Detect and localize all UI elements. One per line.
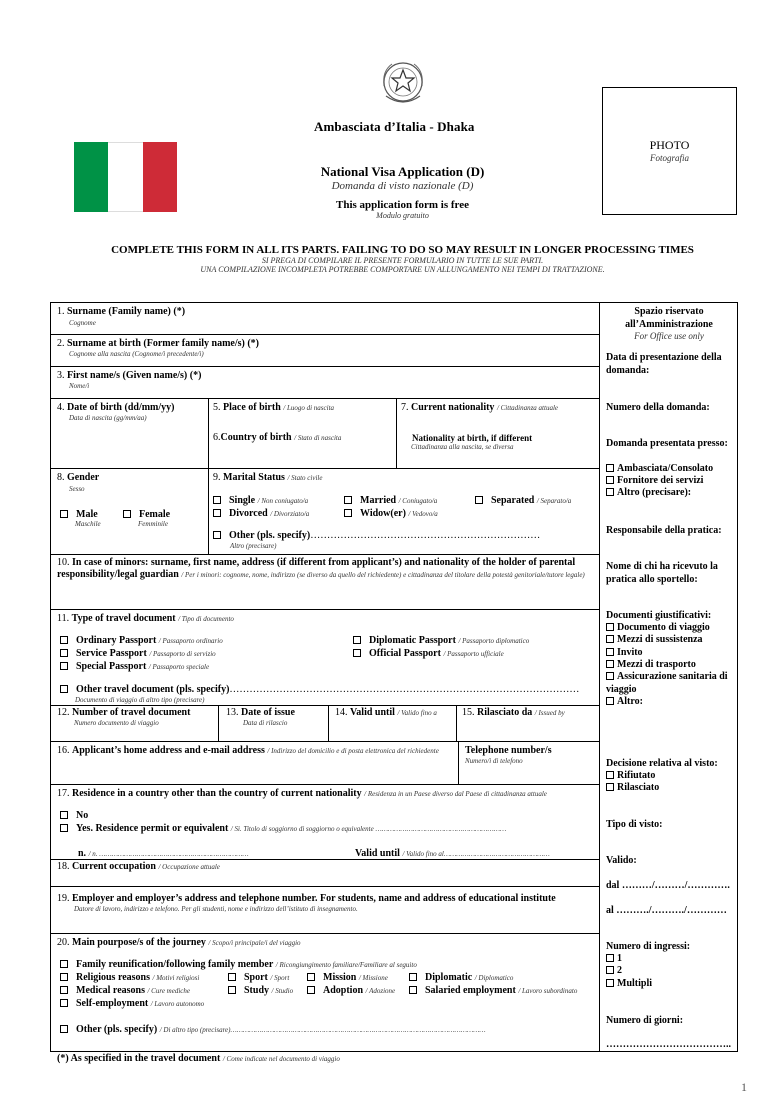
- field-4-label-it: Data di nascita (gg/mm/aa): [69, 414, 147, 422]
- photo-label-it: Fotografia: [649, 153, 689, 163]
- female-label-it: Femminile: [138, 520, 168, 528]
- sidebar-title1: Spazio riservato: [634, 306, 704, 317]
- field-1-label-it: Cognome: [69, 319, 96, 327]
- sidebar-opt1[interactable]: Ambasciata/Consolato: [606, 462, 713, 475]
- surname-at-birth-input[interactable]: [290, 338, 595, 364]
- field-7b-label-it: Cittadinanza alla nascita, se diversa: [411, 443, 514, 451]
- purpose-mission-option[interactable]: Mission / Missione: [307, 972, 388, 984]
- sidebar-opt2[interactable]: Fornitore dei servizi: [606, 474, 703, 487]
- sidebar-doc4[interactable]: Mezzi di trasporto: [606, 658, 696, 671]
- female-checkbox[interactable]: [123, 510, 131, 518]
- purpose-self-option[interactable]: Self-employment / Lavoro autonomo: [60, 998, 204, 1010]
- doc6-checkbox[interactable]: [606, 697, 614, 705]
- special-passport-option[interactable]: Special Passport / Passaporto speciale: [60, 661, 209, 673]
- sidebar-entry-multi[interactable]: Multipli: [606, 977, 652, 990]
- purpose-study-option[interactable]: Study / Studio: [228, 985, 293, 997]
- doc4-checkbox[interactable]: [606, 660, 614, 668]
- field-7b-label: Nationality at birth, if different: [412, 433, 533, 443]
- surname-input[interactable]: [200, 306, 595, 332]
- field-6-label: 6.Country of birth / Stato di nascita: [213, 432, 342, 443]
- sidebar-responsible: Responsabile della pratica:: [606, 525, 722, 536]
- employer-input[interactable]: [56, 914, 595, 931]
- permit-valid-until-field[interactable]: Valid until / Valido fino al……………………………………………: [355, 848, 550, 859]
- opt1-checkbox[interactable]: [606, 464, 614, 472]
- sidebar-doc2[interactable]: Mezzi di sussistenza: [606, 633, 703, 646]
- purpose-family-option[interactable]: Family reunification/following family member / Ricongiungimento familiare/Familiare al seguito: [60, 959, 417, 971]
- date-of-birth-input[interactable]: [56, 428, 204, 464]
- marital-married-option[interactable]: Married / Coniugato/a: [344, 495, 437, 507]
- widow-checkbox[interactable]: [344, 509, 352, 517]
- religious-checkbox[interactable]: [60, 973, 68, 981]
- free-notice: This application form is free: [335, 199, 469, 211]
- separated-checkbox[interactable]: [475, 496, 483, 504]
- nationality-input[interactable]: [400, 414, 595, 430]
- doc3-checkbox[interactable]: [606, 648, 614, 656]
- other-marital-label-it: Altro (precisare): [230, 542, 277, 550]
- sidebar-header: [600, 305, 738, 341]
- ordinary-passport-option[interactable]: Ordinary Passport / Passaporto ordinario: [60, 635, 223, 647]
- sidebar-issued[interactable]: Rilasciato: [606, 781, 659, 794]
- purpose-other-option[interactable]: Other (pls. specify) / Di altro tipo (precisare)……………………………………………………………………………………………………………: [60, 1024, 486, 1036]
- sidebar-receiver: Nome di chi ha ricevuto la pratica allo sportello:: [606, 561, 718, 585]
- doc5-checkbox[interactable]: [606, 672, 614, 680]
- phone-label: Telephone number/s: [465, 745, 552, 756]
- field-13-label: 13. Date of issue: [226, 707, 295, 718]
- family-checkbox[interactable]: [60, 960, 68, 968]
- field-11-label: 11. Type of travel document / Tipo di documento: [57, 613, 234, 624]
- entry1-checkbox[interactable]: [606, 954, 614, 962]
- field-3-label-it: Nome/i: [69, 382, 90, 390]
- permit-number-field[interactable]: n. / n. ………………………………………………………………: [78, 848, 249, 859]
- footnote: (*) As specified in the travel document / Come indicate nel documento di viaggio: [57, 1053, 340, 1064]
- field-17-label: 17. Residence in a country other than the country of current nationality / Residenza in un Paese diverso dal Paese di cittadinanza attuale: [57, 788, 547, 799]
- medical-checkbox[interactable]: [60, 986, 68, 994]
- field-5-label: 5. Place of birth / Luogo di nascita: [213, 402, 335, 413]
- marital-single-option[interactable]: Single / Non coniugato/a: [213, 495, 308, 507]
- sidebar-valid-to[interactable]: al ………./………./…………: [606, 905, 727, 916]
- purpose-religious-option[interactable]: Religious reasons / Motivi religiosi: [60, 972, 199, 984]
- field-19-label: 19. Employer and employer’s address and telephone number. For students, name and address of educational institute: [57, 893, 556, 904]
- form-title-block: [0, 164, 777, 220]
- purpose-medical-option[interactable]: Medical reasons / Cure mediche: [60, 985, 190, 997]
- diplomatic-checkbox[interactable]: [353, 636, 361, 644]
- purpose-sport-option[interactable]: Sport / Sport: [228, 972, 289, 984]
- sidebar-title-it: For Office use only: [634, 331, 704, 341]
- official-checkbox[interactable]: [353, 649, 361, 657]
- sidebar-valid: Valido:: [606, 855, 637, 866]
- other-purpose-checkbox[interactable]: [60, 1025, 68, 1033]
- field-10-label: 10. In case of minors: surname, first name, address (if different from applicant’s) and nationality of the holder of parental responsibility/legal guardian / Per i minori: cognome, nome, indirizzo (se diverso da quello del richiedente) e cittadinanza del titolare della potestà genitoriale/tutore legale): [57, 557, 585, 580]
- special-checkbox[interactable]: [60, 662, 68, 670]
- sidebar-application-number: Numero della domanda:: [606, 402, 710, 413]
- marital-separated-option[interactable]: Separated / Separato/a: [475, 495, 571, 507]
- self-employment-checkbox[interactable]: [60, 999, 68, 1007]
- field-9-label: 9. Marital Status / Stato civile: [213, 472, 323, 483]
- sidebar-valid-from[interactable]: dal ………/………/………….: [606, 880, 730, 891]
- phone-label-it: Numero/i di telefono: [465, 757, 523, 765]
- gender-female-option[interactable]: Female: [123, 509, 170, 521]
- field-15-label: 15. Rilasciato da / Issued by: [462, 707, 565, 718]
- sidebar-entry-2[interactable]: 2: [606, 964, 622, 977]
- sidebar-documents: Documenti giustificativi:: [606, 610, 712, 621]
- sidebar-entries: Numero di ingressi:: [606, 941, 691, 952]
- first-name-input[interactable]: [230, 370, 595, 396]
- sidebar-entry-1[interactable]: 1: [606, 952, 622, 965]
- salaried-checkbox[interactable]: [409, 986, 417, 994]
- doc1-checkbox[interactable]: [606, 623, 614, 631]
- other-doc-option[interactable]: Other travel document (pls. specify)……………………………………………………………………………………………: [60, 684, 579, 696]
- field-20-label: 20. Main pourpose/s of the journey / Scopo/i principale/i del viaggio: [57, 937, 301, 948]
- issued-by-input[interactable]: [460, 720, 595, 739]
- field-4-label: 4. Date of birth (dd/mm/yy): [57, 402, 175, 413]
- sidebar-doc1[interactable]: Documento di viaggio: [606, 621, 710, 634]
- doc2-checkbox[interactable]: [606, 635, 614, 643]
- sidebar-refused[interactable]: Rifiutato: [606, 769, 655, 782]
- field-8-label: 8. Gender: [57, 472, 100, 483]
- sidebar-doc3[interactable]: Invito: [606, 646, 643, 659]
- field-7-label: 7. Current nationality / Cittadinanza attuale: [401, 402, 558, 413]
- field-2-label-it: Cognome alla nascita (Cognome/i precedente/i): [69, 350, 204, 358]
- marital-widow-option[interactable]: Widow(er) / Vedovo/a: [344, 508, 438, 520]
- service-passport-option[interactable]: Service Passport / Passaporto di servizio: [60, 648, 216, 660]
- official-passport-option[interactable]: Official Passport / Passaporto ufficiale: [353, 648, 504, 660]
- residence-yes-checkbox[interactable]: [60, 824, 68, 832]
- field-2-label: 2. Surname at birth (Former family name/s) (*): [57, 338, 260, 349]
- sidebar-days: Numero di giorni:: [606, 1015, 684, 1026]
- occupation-input[interactable]: [56, 873, 595, 884]
- other-doc-label-it: Documento di viaggio di altro tipo (precisare): [75, 696, 205, 704]
- field-12-label-it: Numero documento di viaggio: [74, 719, 159, 727]
- sidebar-date-presentation: Data di presentazione della domanda:: [606, 352, 722, 376]
- sidebar-submitted-at: Domanda presentata presso:: [606, 438, 728, 449]
- notice-it2: UNA COMPILAZIONE INCOMPLETA POTREBBE COMPORTARE UN ALLUNGAMENTO NEI TEMPI DI TRATTAZIONE.: [200, 265, 605, 274]
- field-16-label: 16. Applicant’s home address and e-mail address / Indirizzo del domicilio e di posta elettronica del richiedente: [57, 745, 439, 756]
- field-8-label-it: Sesso: [69, 485, 85, 493]
- adoption-checkbox[interactable]: [307, 986, 315, 994]
- field-12-label: 12. Number of travel document: [57, 707, 191, 718]
- male-label-it: Maschile: [75, 520, 101, 528]
- single-checkbox[interactable]: [213, 496, 221, 504]
- field-13-label-it: Data di rilascio: [243, 719, 288, 727]
- entry-multi-checkbox[interactable]: [606, 979, 614, 987]
- sidebar-visa-type: Tipo di visto:: [606, 819, 663, 830]
- page-number: 1: [741, 1080, 747, 1094]
- purpose-adoption-option[interactable]: Adoption / Adozione: [307, 985, 395, 997]
- other-marital-checkbox[interactable]: [213, 531, 221, 539]
- service-checkbox[interactable]: [60, 649, 68, 657]
- notice-block: [0, 244, 777, 274]
- field-14-label: 14. Valid until / Valido fino a: [335, 707, 437, 718]
- sidebar-decision: Decisione relativa al visto:: [606, 758, 718, 769]
- sidebar-doc6[interactable]: Altro:: [606, 695, 643, 708]
- opt2-checkbox[interactable]: [606, 476, 614, 484]
- opt3-checkbox[interactable]: [606, 488, 614, 496]
- diplomatic-passport-option[interactable]: Diplomatic Passport / Passaporto diplomatico: [353, 635, 529, 647]
- residence-no-checkbox[interactable]: [60, 811, 68, 819]
- valid-until-input[interactable]: [332, 720, 452, 739]
- sidebar-days-input[interactable]: ………………………………..: [606, 1039, 731, 1050]
- issued-checkbox[interactable]: [606, 783, 614, 791]
- gender-male-option[interactable]: Male: [60, 509, 98, 521]
- notice-it1: SI PREGA DI COMPILARE IL PRESENTE FORMULARIO IN TUTTE LE SUE PARTI.: [261, 256, 544, 265]
- other-doc-checkbox[interactable]: [60, 685, 68, 693]
- marital-other-option[interactable]: Other (pls. specify)……………………………………………………………: [213, 530, 540, 542]
- study-checkbox[interactable]: [228, 986, 236, 994]
- residence-yes-option[interactable]: Yes. Residence permit or equivalent / Sì. Titolo di soggiorno di soggiorno o equivalente ………………………………………………………: [60, 823, 506, 835]
- date-of-issue-input[interactable]: [222, 727, 324, 739]
- purpose-diplomatic-option[interactable]: Diplomatic / Diplomatico: [409, 972, 513, 984]
- free-notice-it: Modulo gratuito: [376, 211, 429, 220]
- refused-checkbox[interactable]: [606, 771, 614, 779]
- field-18-label: 18. Current occupation / Occupazione attuale: [57, 861, 220, 872]
- notice: COMPLETE THIS FORM IN ALL ITS PARTS. FAILING TO DO SO MAY RESULT IN LONGER PROCESSING TIMES: [111, 244, 694, 256]
- sidebar-doc5[interactable]: Assicurazione sanitaria di viaggio: [606, 671, 728, 695]
- document-number-input[interactable]: [56, 727, 214, 739]
- sidebar-title2: all’Amministrazione: [625, 319, 713, 330]
- form-title-it: Domanda di visto nazionale (D): [331, 180, 474, 192]
- field-3-label: 3. First name/s (Given name/s) (*): [57, 370, 202, 381]
- telephone-input[interactable]: [462, 766, 595, 782]
- field-1-label: 1. Surname (Family name) (*): [57, 306, 186, 317]
- married-checkbox[interactable]: [344, 496, 352, 504]
- marital-divorced-option[interactable]: Divorced / Divorziato/a: [213, 508, 309, 520]
- emblem-icon: [378, 56, 428, 110]
- divorced-checkbox[interactable]: [213, 509, 221, 517]
- home-address-input[interactable]: [56, 766, 454, 782]
- ordinary-checkbox[interactable]: [60, 636, 68, 644]
- male-checkbox[interactable]: [60, 510, 68, 518]
- sport-checkbox[interactable]: [228, 973, 236, 981]
- country-of-birth-input[interactable]: [212, 446, 392, 464]
- place-of-birth-input[interactable]: [212, 414, 392, 428]
- residence-no-option[interactable]: No: [60, 810, 88, 822]
- diplomatic-purpose-checkbox[interactable]: [409, 973, 417, 981]
- mission-checkbox[interactable]: [307, 973, 315, 981]
- form-title: National Visa Application (D): [320, 164, 485, 179]
- entry2-checkbox[interactable]: [606, 966, 614, 974]
- purpose-salaried-option[interactable]: Salaried employment / Lavoro subordinato: [409, 985, 577, 997]
- field-19-label-it: Datore di lavoro, indirizzo e telefono. Per gli studenti, nome e indirizzo dell’istituto di insegnamento.: [74, 905, 358, 913]
- sidebar-opt3[interactable]: Altro (precisare):: [606, 486, 691, 499]
- photo-label: PHOTO: [649, 138, 690, 152]
- embassy-name: Ambasciata d’Italia - Dhaka: [314, 119, 475, 134]
